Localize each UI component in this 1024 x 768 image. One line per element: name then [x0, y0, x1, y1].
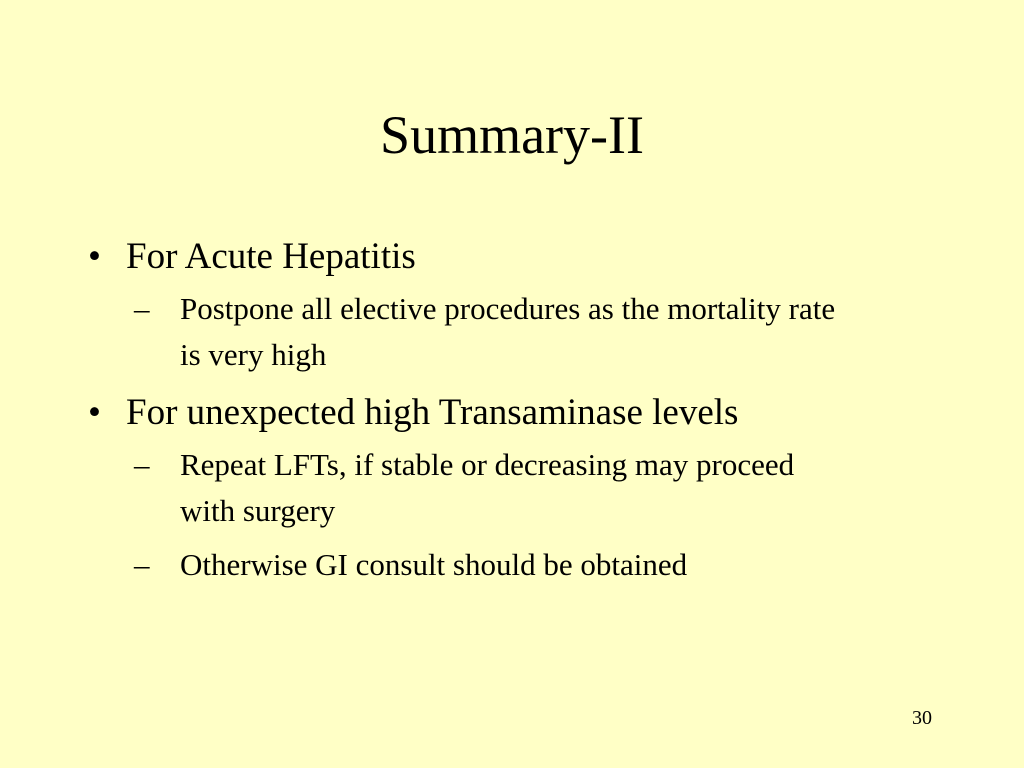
sub-bullet-text: Repeat LFTs, if stable or decreasing may proceed with surgery: [180, 447, 795, 528]
bullet-text: For unexpected high Transaminase levels: [126, 392, 739, 433]
sub-bullet-list: [126, 286, 968, 378]
dash-icon: –: [134, 447, 150, 482]
bullet-item-acute-hepatitis: [88, 232, 968, 378]
bullet-icon: •: [88, 392, 101, 433]
bullet-item-transaminase-levels: [88, 388, 968, 588]
bullet-icon: •: [88, 236, 101, 277]
sub-bullet-item: [134, 286, 840, 378]
sub-bullet-text: Otherwise GI consult should be obtained: [180, 547, 688, 582]
bullet-list: [88, 232, 968, 598]
page-number: 30: [912, 707, 932, 729]
slide-title: Summary-II: [380, 105, 644, 165]
sub-bullet-text: Postpone all elective procedures as the mortality rate is very high: [180, 291, 836, 372]
dash-icon: –: [134, 547, 150, 582]
sub-bullet-item: [134, 442, 840, 534]
dash-icon: –: [134, 291, 150, 326]
sub-bullet-list: [126, 442, 968, 588]
bullet-text: For Acute Hepatitis: [126, 236, 416, 277]
sub-bullet-item: [134, 542, 840, 588]
